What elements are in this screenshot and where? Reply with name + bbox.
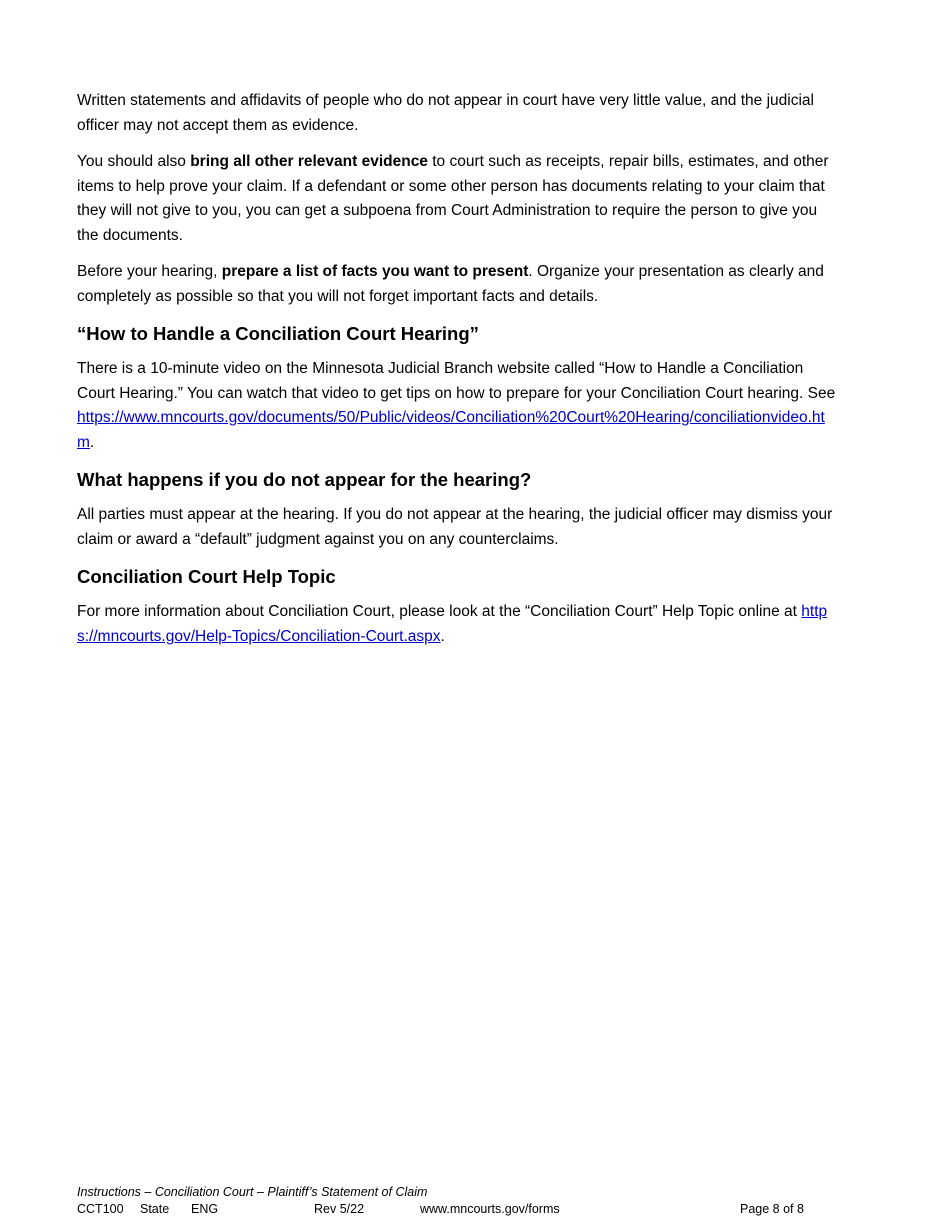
paragraph-evidence — [77, 150, 837, 248]
page-number: Page 8 of 8 — [740, 1202, 804, 1216]
evidence-intro: You should also — [77, 153, 191, 170]
heading-no-appear: What happens if you do not appear for the hearing? — [77, 469, 532, 490]
paragraph-facts — [77, 260, 837, 309]
form-language: ENG — [191, 1202, 219, 1216]
paragraph-statements: Written statements and affidavits of people who do not appear in court have very little value, and the judicial officer may not accept them as evidence. — [77, 92, 814, 134]
video-period: . — [89, 433, 95, 451]
video-text: There is a 10-minute video on the Minnesota Judicial Branch website called “How to Handle a Conciliation Court Hearing.” You can watch that video to get tips on how to prepare for your Conciliation Court hearing. See — [77, 360, 836, 402]
page-footer — [77, 1184, 837, 1218]
evidence-rest: to court such as receipts, repair bills, estimates, and other items to help prove your claim. If a defendant or some other person has documents relating to your claim that they will not give to you, you can get a subpoena from Court Administration to require the person to give you the documents. — [77, 153, 829, 244]
help-period: . — [440, 627, 445, 645]
paragraph-help-topic — [77, 600, 837, 649]
heading-help-topic: Conciliation Court Help Topic — [77, 566, 336, 587]
help-topic-link[interactable]: https://mncourts.gov/Help-Topics/Conciliation-Court.aspx — [77, 603, 828, 645]
evidence-bold: bring all other relevant evidence — [190, 153, 428, 170]
facts-rest: . Organize your presentation as clearly and completely as possible so that you will not forget important facts and details. — [77, 263, 824, 305]
paragraph-video — [77, 357, 837, 455]
form-state: State — [140, 1202, 170, 1216]
form-code: CCT100 — [77, 1202, 124, 1216]
footer-title: Instructions – Conciliation Court – Plaintiff’s Statement of Claim — [77, 1185, 428, 1199]
paragraph-no-appear: All parties must appear at the hearing. If you do not appear at the hearing, the judicial officer may dismiss your claim or award a “default” judgment against you on any counterclaims. — [77, 506, 833, 548]
heading-video: “How to Handle a Conciliation Court Hearing” — [77, 323, 479, 344]
form-revision: Rev 5/22 — [314, 1202, 365, 1216]
document-body — [77, 89, 837, 661]
facts-bold: prepare a list of facts you want to present — [221, 263, 529, 280]
forms-website: www.mncourts.gov/forms — [420, 1202, 560, 1216]
help-text: For more information about Conciliation Court, please look at the “Conciliation Court” Help Topic online at — [77, 603, 802, 620]
footer-meta-row — [77, 1201, 837, 1218]
facts-intro: Before your hearing, — [77, 263, 222, 280]
video-link[interactable]: https://www.mncourts.gov/documents/50/Public/videos/Conciliation%20Court%20Hearing/conciliationvideo.htm — [77, 409, 825, 451]
